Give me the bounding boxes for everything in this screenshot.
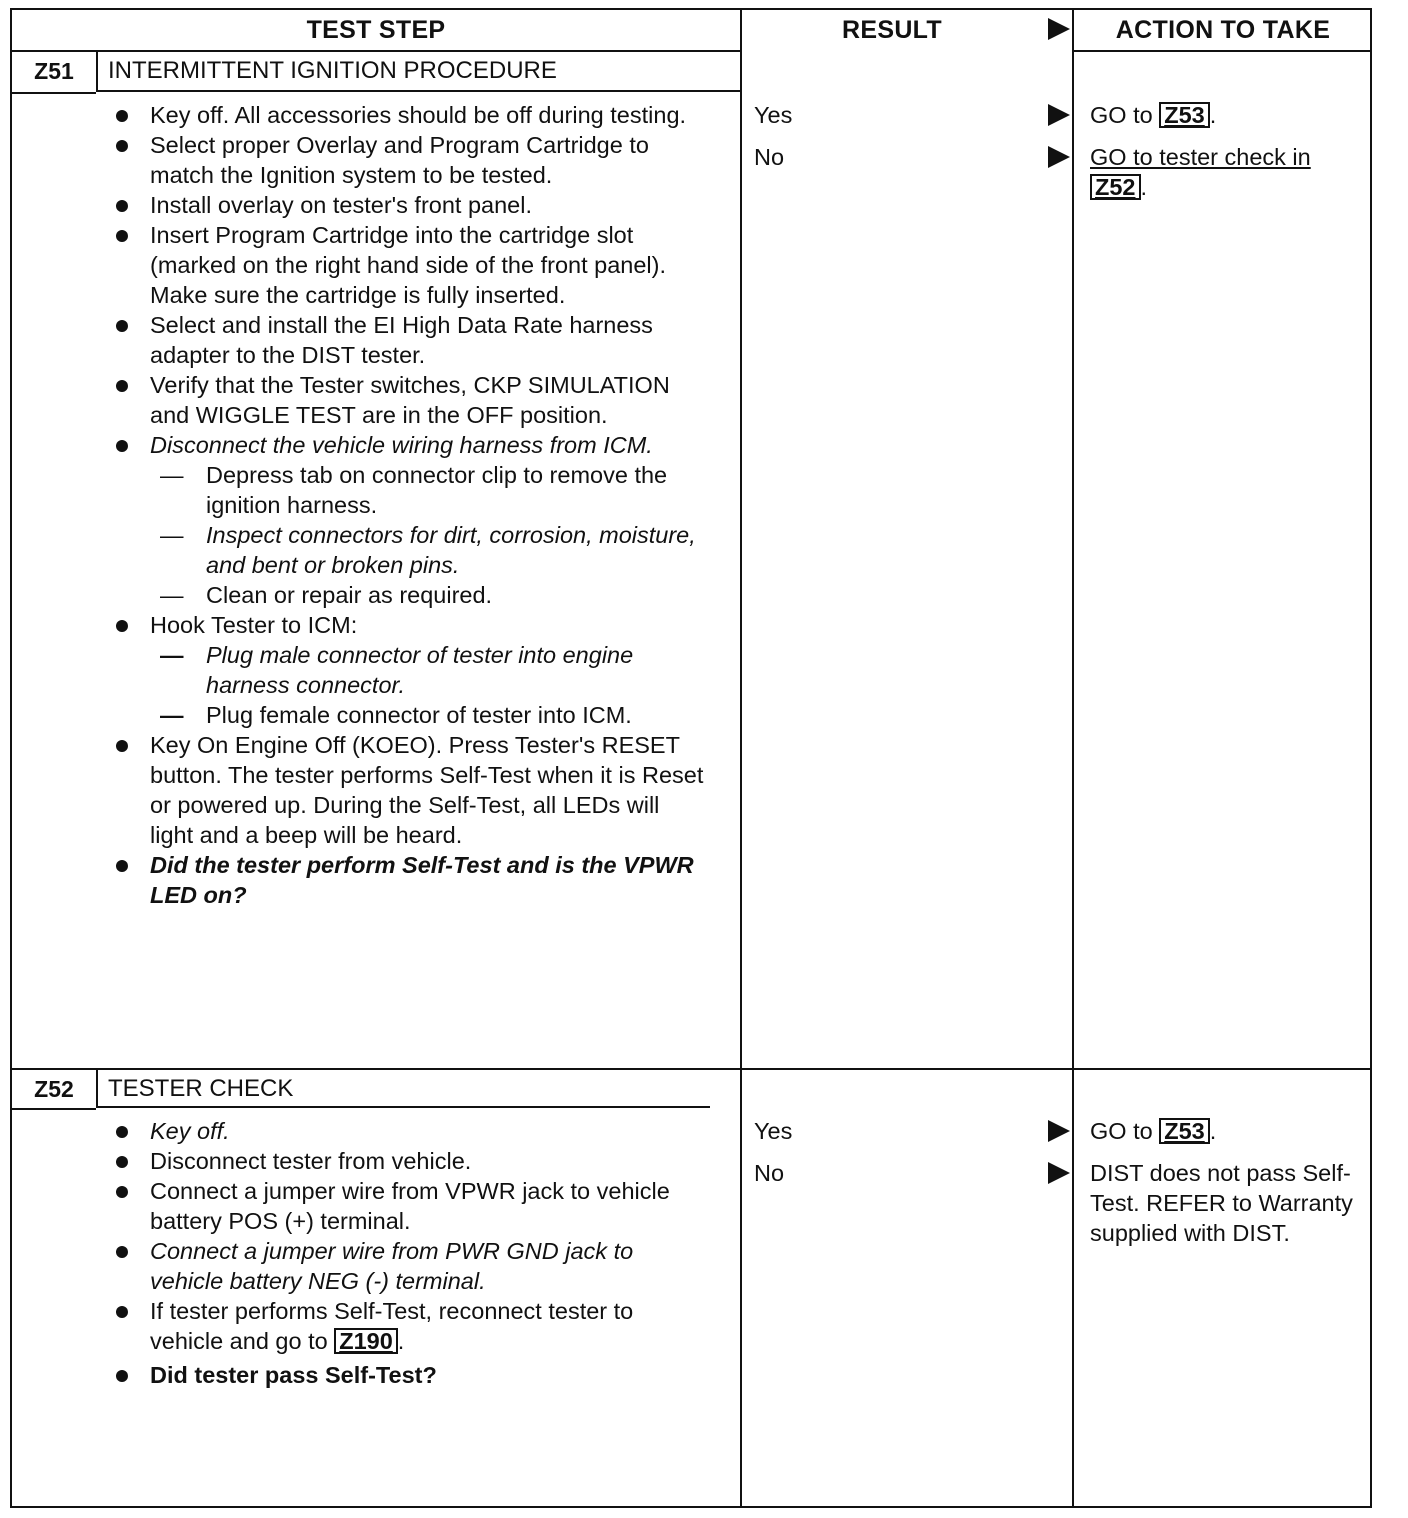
result-arrow-icon xyxy=(1048,1162,1070,1184)
list-item: If tester performs Self-Test, reconnect tester to vehicle and go to Z190 . xyxy=(108,1296,708,1356)
bullet-icon xyxy=(116,1156,128,1168)
list-item: Key off. All accessories should be off during testing. xyxy=(108,100,708,130)
step-instructions xyxy=(108,1116,708,1390)
action-no: DIST does not pass Self-Test. REFER to Warranty supplied with DIST. xyxy=(1090,1160,1353,1246)
step-ref-link[interactable]: Z53 xyxy=(1159,1118,1210,1144)
bullet-icon xyxy=(116,740,128,752)
list-item-question: Did the tester perform Self-Test and is the VPWR LED on? xyxy=(108,850,708,910)
step-id-divider xyxy=(96,1070,98,1108)
step-id-underline xyxy=(12,92,96,94)
sub-item: — Depress tab on connector clip to remove the ignition harness. xyxy=(160,462,668,518)
header-result: RESULT xyxy=(842,15,942,44)
step-id-underline xyxy=(12,1108,96,1110)
bullet-icon xyxy=(116,1126,128,1138)
bullet-icon xyxy=(116,620,128,632)
step-title-underline xyxy=(96,1106,710,1108)
bullet-icon xyxy=(116,380,128,392)
sub-item: — Clean or repair as required. xyxy=(160,582,493,608)
result-arrow-icon xyxy=(1048,146,1070,168)
result-no: No xyxy=(754,1160,785,1186)
step-title: INTERMITTENT IGNITION PROCEDURE xyxy=(108,57,557,84)
sub-item: — Plug male connector of tester into engine harness connector. xyxy=(160,642,634,698)
list-item: Key On Engine Off (KOEO). Press Tester's RESET button. The tester performs Self-Test when it is Reset or powered up. During the Self-Test, all LEDs will light and a beep will be heard. xyxy=(108,730,708,850)
list-item-question: Did tester pass Self-Test? xyxy=(108,1360,708,1390)
bullet-icon xyxy=(116,140,128,152)
action-no: GO to tester check in Z52 . xyxy=(1090,144,1311,200)
result-yes: Yes xyxy=(754,1118,793,1144)
bullet-icon xyxy=(116,1246,128,1258)
list-item: Install overlay on tester's front panel. xyxy=(108,190,708,220)
bullet-icon xyxy=(116,230,128,242)
list-item: Key off. xyxy=(108,1116,708,1146)
bullet-icon xyxy=(116,1186,128,1198)
list-item: Disconnect tester from vehicle. xyxy=(108,1146,708,1176)
action-yes: GO to Z53 . xyxy=(1090,102,1217,128)
result-arrow-icon xyxy=(1048,1120,1070,1142)
bullet-icon xyxy=(116,200,128,212)
sub-item: — Plug female connector of tester into ICM. xyxy=(160,702,632,728)
step-title-underline xyxy=(96,90,740,92)
header-arrow-icon xyxy=(1048,18,1070,40)
step-ref-link[interactable]: Z53 xyxy=(1159,102,1210,128)
list-item: Connect a jumper wire from PWR GND jack to vehicle battery NEG (-) terminal. xyxy=(108,1236,708,1296)
bullet-icon xyxy=(116,1370,128,1382)
bullet-icon xyxy=(116,110,128,122)
header-divider-right xyxy=(1072,50,1372,52)
step-id: Z52 xyxy=(34,1075,74,1102)
list-item: Select and install the EI High Data Rate harness adapter to the DIST tester. xyxy=(108,310,708,370)
header-action: ACTION TO TAKE xyxy=(1115,15,1331,44)
step-ref-link[interactable]: Z52 xyxy=(1090,174,1141,200)
step-instructions xyxy=(108,100,708,910)
bullet-icon xyxy=(116,1306,128,1318)
result-arrow-icon xyxy=(1048,104,1070,126)
action-yes: GO to Z53 . xyxy=(1090,1118,1217,1144)
column-divider-result xyxy=(740,10,742,1506)
list-item: Hook Tester to ICM: — Plug male connector of tester into engine harness connector. — Plug female connector of tester into ICM. xyxy=(108,610,708,730)
result-no: No xyxy=(754,144,785,170)
list-item: Connect a jumper wire from VPWR jack to vehicle battery POS (+) terminal. xyxy=(108,1176,708,1236)
bullet-icon xyxy=(116,320,128,332)
column-divider-action xyxy=(1072,10,1074,1506)
header-test-step: TEST STEP xyxy=(306,15,446,44)
list-item: Verify that the Tester switches, CKP SIMULATION and WIGGLE TEST are in the OFF position. xyxy=(108,370,708,430)
list-item: Disconnect the vehicle wiring harness from ICM. — Depress tab on connector clip to remove the ignition harness. — Inspect connectors for dirt, corrosion, moisture, and bent or broken pins. — Clean or repair as required. xyxy=(108,430,708,610)
result-yes: Yes xyxy=(754,102,793,128)
sub-item: — Inspect connectors for dirt, corrosion, moisture, and bent or broken pins. xyxy=(160,522,696,578)
step-ref-link[interactable]: Z190 xyxy=(334,1328,398,1354)
bullet-icon xyxy=(116,860,128,872)
bullet-icon xyxy=(116,440,128,452)
step-id-divider xyxy=(96,52,98,92)
step-title: TESTER CHECK xyxy=(108,1075,294,1102)
list-item: Insert Program Cartridge into the cartridge slot (marked on the right hand side of the front panel). Make sure the cartridge is fully inserted. xyxy=(108,220,708,310)
list-item: Select proper Overlay and Program Cartridge to match the Ignition system to be tested. xyxy=(108,130,708,190)
diagnostic-table xyxy=(10,8,1372,1508)
step-id: Z51 xyxy=(34,57,74,84)
